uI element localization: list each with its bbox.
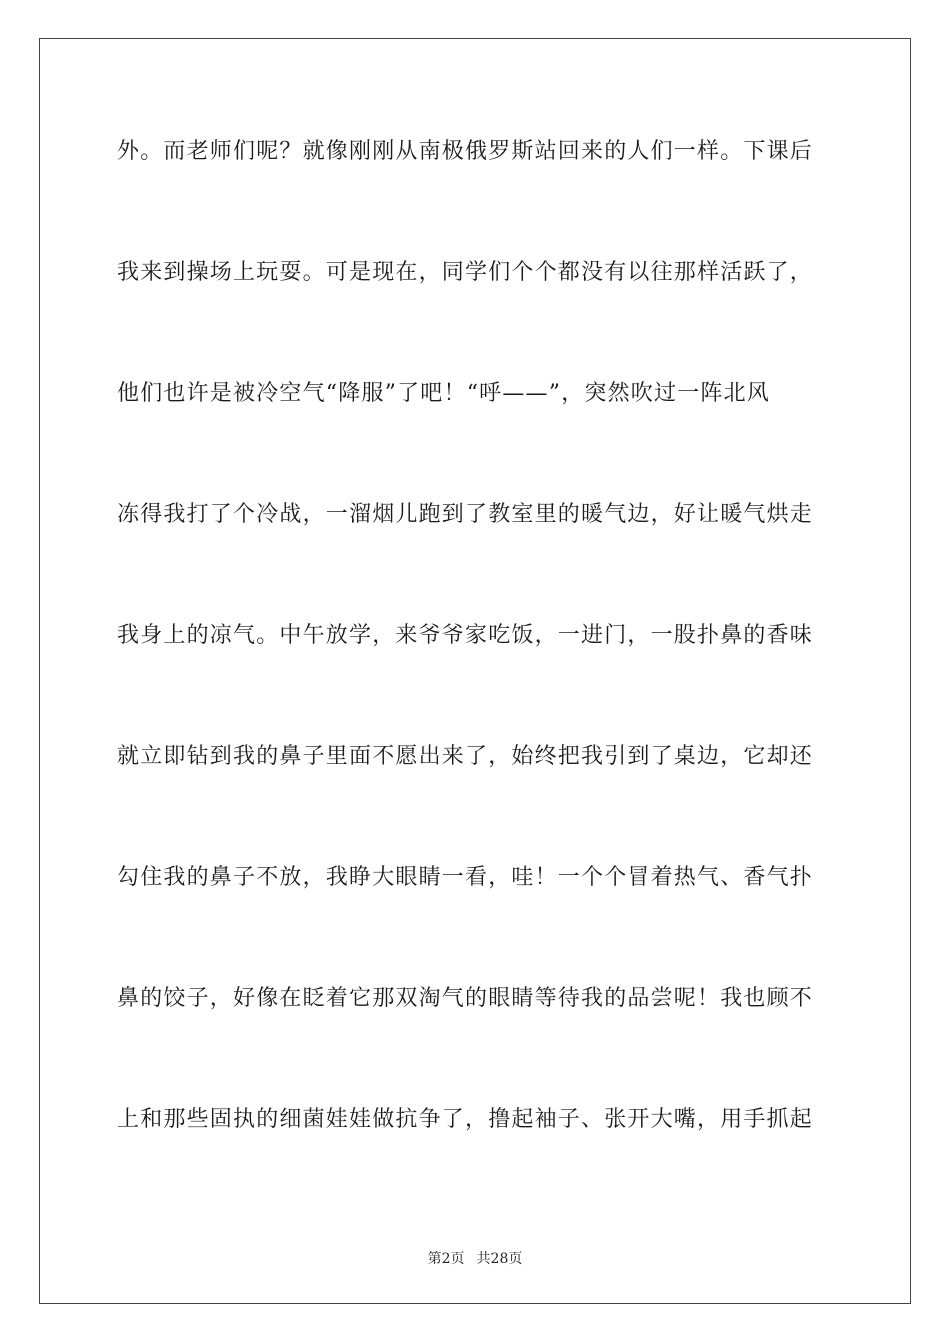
text-line: 就立即钻到我的鼻子里面不愿出来了，始终把我引到了桌边，它却还 xyxy=(117,744,814,769)
document-body xyxy=(117,128,833,1217)
text-line: 我身上的凉气。中午放学，来爷爷家吃饭，一进门，一股扑鼻的香味 xyxy=(117,623,814,648)
text-line: 冻得我打了个冷战，一溜烟儿跑到了教室里的暖气边，好让暖气烘走 xyxy=(117,502,814,527)
text-line: 他们也许是被冷空气“降服”了吧！“呼——”，突然吹过一阵北风 xyxy=(117,381,770,406)
page-total: 共28页 xyxy=(476,1251,523,1267)
text-line: 上和那些固执的细菌娃娃做抗争了，撸起袖子、张开大嘴，用手抓起 xyxy=(117,1107,814,1132)
text-line: 外。而老师们呢？就像刚刚从南极俄罗斯站回来的人们一样。下课后 xyxy=(117,139,814,164)
text-line: 我来到操场上玩耍。可是现在，同学们个个都没有以往那样活跃了， xyxy=(117,260,814,285)
text-line: 鼻的饺子，好像在眨着它那双淘气的眼睛等待我的品尝呢！我也顾不 xyxy=(117,986,814,1011)
text-line: 勾住我的鼻子不放，我睁大眼睛一看，哇！一个个冒着热气、香气扑 xyxy=(117,865,814,890)
page-number: 第2页 xyxy=(427,1251,465,1267)
page-footer xyxy=(0,1248,950,1268)
